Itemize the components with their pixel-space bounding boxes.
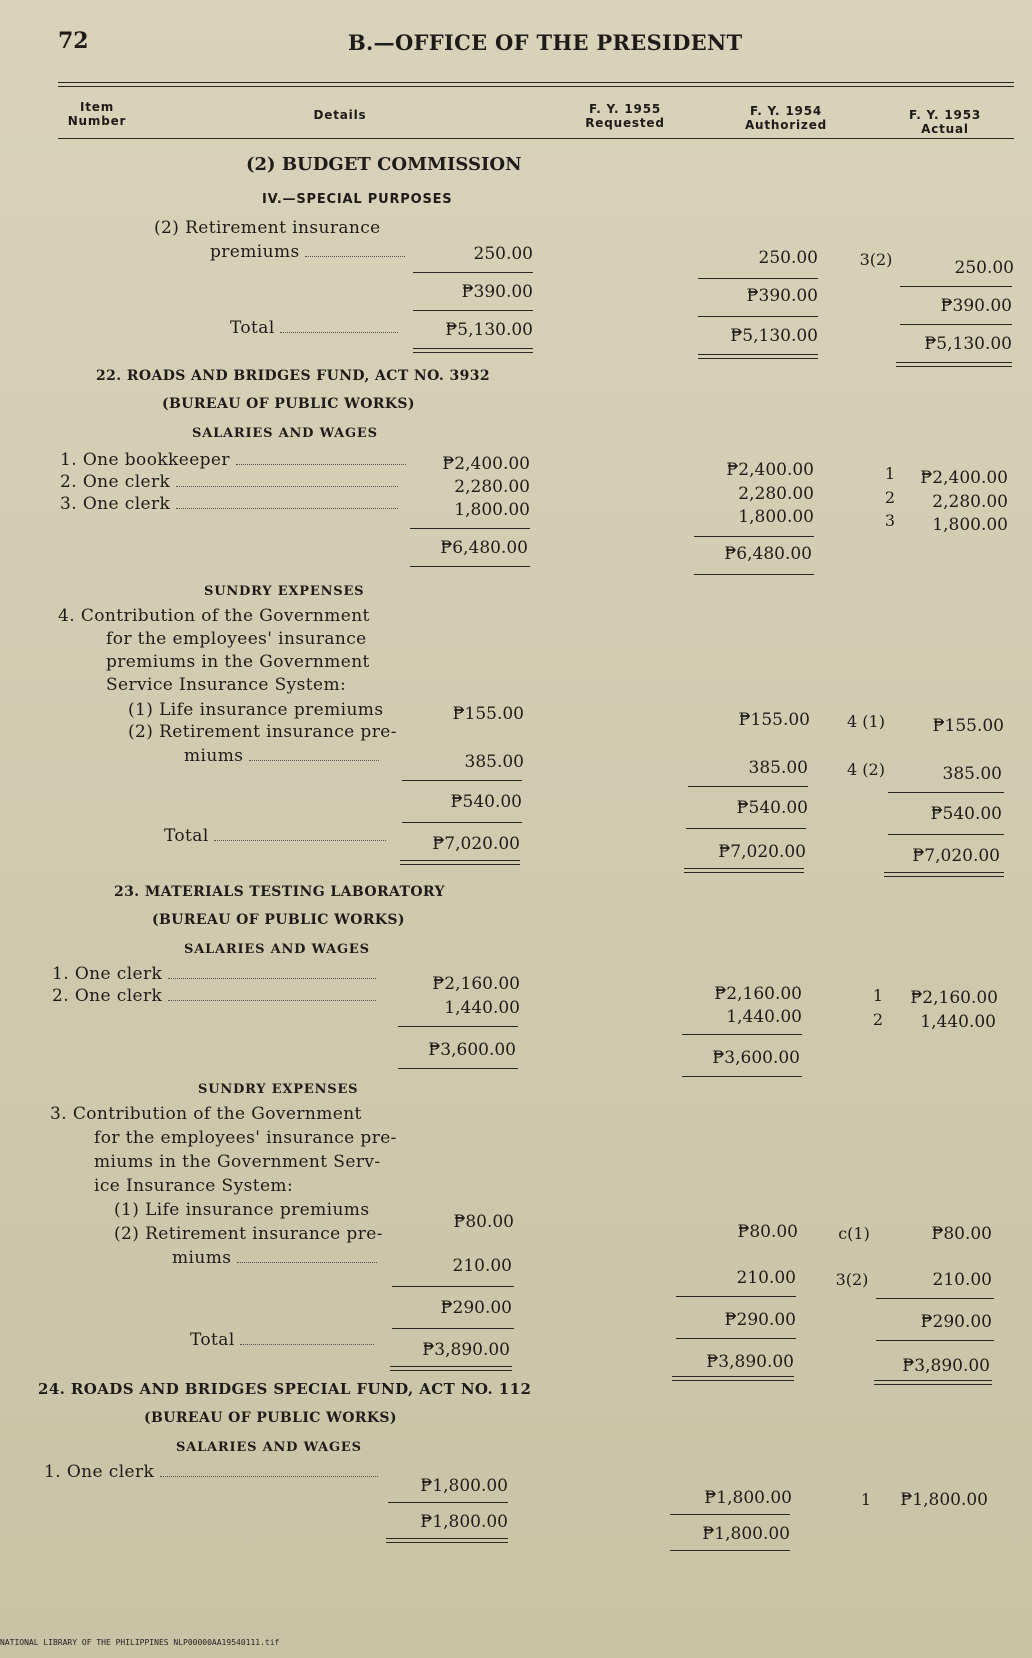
- section23-item-1-actual: ₱2,160.00: [910, 988, 998, 1008]
- section23-sundry-heading: SUNDRY EXPENSES: [198, 1082, 359, 1097]
- section22-life-requested: ₱155.00: [452, 704, 524, 724]
- underline: [398, 1026, 518, 1027]
- section22-contrib-line3: premiums in the Government: [106, 652, 370, 672]
- section22-subtotal-actual: ₱540.00: [930, 804, 1002, 824]
- underline: [392, 1286, 514, 1287]
- special-purposes-heading: IV.—SPECIAL PURPOSES: [262, 192, 453, 207]
- section22-item-1-authorized: ₱2,400.00: [726, 460, 814, 480]
- section23-total-label: Total: [190, 1330, 374, 1350]
- header-rule-top: [58, 82, 1014, 83]
- section22-item-1-actual: ₱2,400.00: [920, 468, 1008, 488]
- section23-total-authorized: ₱3,890.00: [706, 1352, 794, 1372]
- section22-subtotal-requested: ₱540.00: [450, 792, 522, 812]
- section23-total-actual: ₱3,890.00: [902, 1356, 990, 1376]
- double-underline: [684, 868, 804, 873]
- underline: [402, 822, 522, 823]
- underline: [888, 792, 1004, 793]
- retirement-actual: 250.00: [954, 258, 1014, 278]
- section24-item-1-requested: ₱1,800.00: [420, 1476, 508, 1496]
- section23-life-actual: ₱80.00: [931, 1224, 992, 1244]
- column-header-fy1953: F. Y. 1953 Actual: [908, 108, 981, 136]
- section22-heading: 22. ROADS AND BRIDGES FUND, ACT NO. 3932: [96, 368, 491, 384]
- section23-salaries-heading: SALARIES AND WAGES: [184, 942, 370, 957]
- section23-ret-code: 3(2): [835, 1270, 869, 1289]
- header-rule-bottom: [58, 138, 1014, 139]
- section22-item-2-code: 2: [884, 488, 896, 507]
- section23-item-1-requested: ₱2,160.00: [432, 974, 520, 994]
- section22-item-3-authorized: 1,800.00: [738, 507, 814, 527]
- section23-bureau: (BUREAU OF PUBLIC WORKS): [152, 912, 405, 928]
- section22-item-1: 1. One bookkeeper: [60, 450, 406, 470]
- double-underline: [413, 348, 533, 353]
- section22-ret-label-line1: (2) Retirement insurance pre-: [128, 722, 397, 742]
- section22-ret-requested: 385.00: [464, 752, 524, 772]
- underline: [682, 1076, 802, 1077]
- retirement-label-line2: premiums: [210, 242, 405, 262]
- total-label: Total: [230, 318, 398, 338]
- double-underline: [672, 1376, 794, 1381]
- section23-total-requested: ₱3,890.00: [422, 1340, 510, 1360]
- section24-item-1-code: 1: [860, 1490, 872, 1509]
- section22-bureau: (BUREAU OF PUBLIC WORKS): [162, 396, 415, 412]
- underline: [900, 286, 1012, 287]
- section22-life-authorized: ₱155.00: [738, 710, 810, 730]
- double-underline: [390, 1366, 512, 1371]
- underline: [676, 1296, 796, 1297]
- section23-contrib-line3: miums in the Government Serv-: [94, 1152, 381, 1172]
- section22-contrib-line2: for the employees' insurance: [106, 629, 367, 649]
- underline: [698, 316, 818, 317]
- section23-contrib-line2: for the employees' insurance pre-: [94, 1128, 397, 1148]
- section22-item-1-requested: ₱2,400.00: [442, 454, 530, 474]
- section22-contrib-line4: Service Insurance System:: [106, 675, 347, 695]
- section23-ret-label-line1: (2) Retirement insurance pre-: [114, 1224, 383, 1244]
- underline: [413, 272, 533, 273]
- section24-item-1: 1. One clerk: [44, 1462, 378, 1482]
- underline: [388, 1502, 508, 1503]
- section23-contrib-line4: ice Insurance System:: [94, 1176, 294, 1196]
- column-header-fy1955: F. Y. 1955 Requested: [585, 102, 665, 130]
- underline: [676, 1338, 796, 1339]
- section22-ret-actual: 385.00: [942, 764, 1002, 784]
- double-underline: [874, 1380, 992, 1385]
- section22-life-actual: ₱155.00: [932, 716, 1004, 736]
- section24-heading: 24. ROADS AND BRIDGES SPECIAL FUND, ACT NO. 112: [38, 1380, 532, 1398]
- underline: [392, 1328, 514, 1329]
- section23-item-2-actual: 1,440.00: [920, 1012, 996, 1032]
- section23-heading: 23. MATERIALS TESTING LABORATORY: [114, 884, 445, 900]
- section22-item-3-requested: 1,800.00: [454, 500, 530, 520]
- retirement-label-line1: (2) Retirement insurance: [154, 218, 381, 238]
- section23-life-code: c(1): [838, 1224, 870, 1243]
- double-underline: [884, 872, 1004, 877]
- section24-salaries-heading: SALARIES AND WAGES: [176, 1440, 362, 1455]
- section22-item-2-authorized: 2,280.00: [738, 484, 814, 504]
- section22-salaries-total-authorized: ₱6,480.00: [724, 544, 812, 564]
- section22-item-3: 3. One clerk: [60, 494, 398, 514]
- subtotal-authorized: ₱390.00: [746, 286, 818, 306]
- section23-item-2-authorized: 1,440.00: [726, 1007, 802, 1027]
- section24-item-1-authorized: ₱1,800.00: [704, 1488, 792, 1508]
- underline: [402, 780, 522, 781]
- section23-subtotal-actual: ₱290.00: [920, 1312, 992, 1332]
- section23-item-2: 2. One clerk: [52, 986, 376, 1006]
- column-header-item: Item Number: [67, 100, 127, 128]
- section23-item-2-requested: 1,440.00: [444, 998, 520, 1018]
- retirement-requested: 250.00: [473, 244, 533, 264]
- section22-item-3-actual: 1,800.00: [932, 515, 1008, 535]
- double-underline: [386, 1538, 508, 1543]
- section24-bureau: (BUREAU OF PUBLIC WORKS): [144, 1410, 397, 1426]
- page-number: 72: [58, 28, 89, 54]
- double-underline: [896, 362, 1012, 367]
- total-actual: ₱5,130.00: [924, 334, 1012, 354]
- page-title: B.—OFFICE OF THE PRESIDENT: [348, 30, 743, 55]
- section22-total-label: Total: [164, 826, 386, 846]
- section22-life-label: (1) Life insurance premiums: [128, 700, 384, 720]
- section22-salaries-total-requested: ₱6,480.00: [440, 538, 528, 558]
- budget-commission-heading: (2) BUDGET COMMISSION: [246, 154, 522, 175]
- section22-contrib-line1: 4. Contribution of the Government: [58, 606, 370, 626]
- retirement-code: 3(2): [859, 250, 893, 269]
- section23-subtotal-authorized: ₱290.00: [724, 1310, 796, 1330]
- underline: [686, 828, 806, 829]
- scan-footer: NATIONAL LIBRARY OF THE PHILIPPINES NLP00000AA19540111.tif: [0, 1638, 280, 1647]
- section23-ret-actual: 210.00: [932, 1270, 992, 1290]
- underline: [670, 1514, 790, 1515]
- section22-ret-code: 4 (2): [847, 760, 885, 779]
- section24-total-requested: ₱1,800.00: [420, 1512, 508, 1532]
- section22-ret-authorized: 385.00: [748, 758, 808, 778]
- section22-item-2-actual: 2,280.00: [932, 492, 1008, 512]
- column-header-details: Details: [313, 108, 367, 122]
- section23-item-2-code: 2: [872, 1010, 884, 1029]
- underline: [876, 1298, 994, 1299]
- section22-life-code: 4 (1): [847, 712, 885, 731]
- underline: [410, 528, 530, 529]
- section23-life-requested: ₱80.00: [453, 1212, 514, 1232]
- section22-salaries-heading: SALARIES AND WAGES: [192, 426, 378, 441]
- section23-item-1: 1. One clerk: [52, 964, 376, 984]
- double-underline: [400, 860, 520, 865]
- section22-total-requested: ₱7,020.00: [432, 834, 520, 854]
- section23-contrib-line1: 3. Contribution of the Government: [50, 1104, 362, 1124]
- double-underline: [698, 354, 818, 359]
- column-header-fy1954: F. Y. 1954 Authorized: [744, 104, 828, 132]
- underline: [670, 1550, 790, 1551]
- section23-item-1-code: 1: [872, 986, 884, 1005]
- section22-subtotal-authorized: ₱540.00: [736, 798, 808, 818]
- section22-sundry-heading: SUNDRY EXPENSES: [204, 584, 365, 599]
- section23-ret-requested: 210.00: [452, 1256, 512, 1276]
- underline: [876, 1340, 994, 1341]
- underline: [694, 574, 814, 575]
- underline: [398, 1068, 518, 1069]
- section22-ret-label-line2: miums: [184, 746, 379, 766]
- subtotal-actual: ₱390.00: [940, 296, 1012, 316]
- underline: [694, 536, 814, 537]
- underline: [900, 324, 1012, 325]
- section23-subtotal-requested: ₱290.00: [440, 1298, 512, 1318]
- underline: [688, 786, 808, 787]
- section23-ret-authorized: 210.00: [736, 1268, 796, 1288]
- section22-item-2: 2. One clerk: [60, 472, 398, 492]
- subtotal-requested: ₱390.00: [461, 282, 533, 302]
- section22-item-2-requested: 2,280.00: [454, 477, 530, 497]
- underline: [888, 834, 1004, 835]
- underline: [410, 566, 530, 567]
- section23-life-label: (1) Life insurance premiums: [114, 1200, 370, 1220]
- section23-life-authorized: ₱80.00: [737, 1222, 798, 1242]
- header-rule-top-2: [58, 86, 1014, 87]
- section22-total-authorized: ₱7,020.00: [718, 842, 806, 862]
- retirement-authorized: 250.00: [758, 248, 818, 268]
- section23-salaries-total-authorized: ₱3,600.00: [712, 1048, 800, 1068]
- section23-ret-label-line2: miums: [172, 1248, 377, 1268]
- section24-total-authorized: ₱1,800.00: [702, 1524, 790, 1544]
- section22-item-3-code: 3: [884, 511, 896, 530]
- underline: [413, 310, 533, 311]
- total-authorized: ₱5,130.00: [730, 326, 818, 346]
- section23-item-1-authorized: ₱2,160.00: [714, 984, 802, 1004]
- section24-item-1-actual: ₱1,800.00: [900, 1490, 988, 1510]
- underline: [698, 278, 818, 279]
- total-requested: ₱5,130.00: [445, 320, 533, 340]
- section23-salaries-total-requested: ₱3,600.00: [428, 1040, 516, 1060]
- underline: [682, 1034, 802, 1035]
- section22-total-actual: ₱7,020.00: [912, 846, 1000, 866]
- section22-item-1-code: 1: [884, 464, 896, 483]
